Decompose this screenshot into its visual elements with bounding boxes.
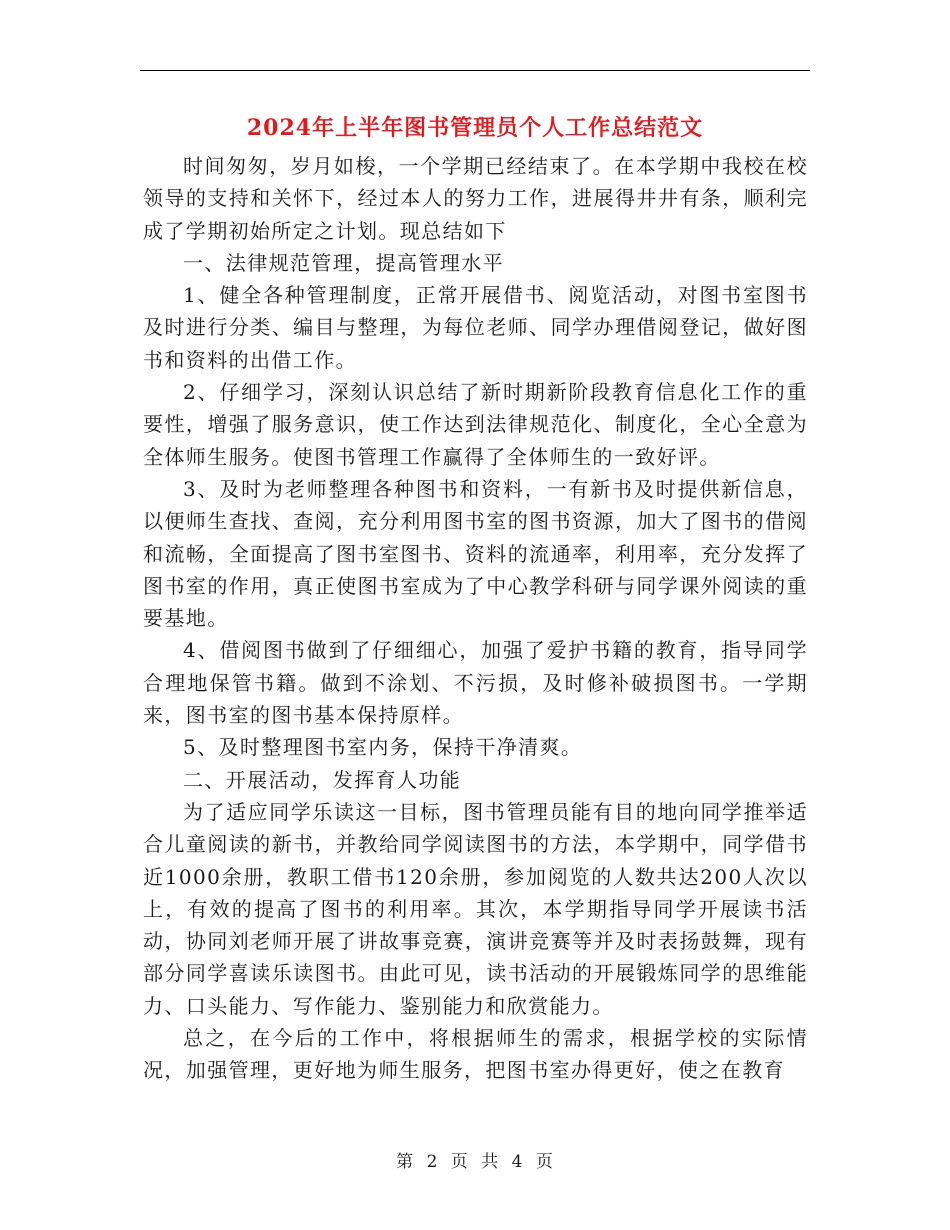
page-number: 第 2 页 共 4 页 <box>396 1152 554 1172</box>
paragraph-item-1: 1、健全各种管理制度，正常开展借书、阅览活动，对图书室图书及时进行分类、编目与整理，为每位老师、同学办理借阅登记，做好图书和资料的出借工作。 <box>143 283 808 372</box>
document-body <box>143 150 808 1087</box>
paragraph-item-2: 2、仔细学习，深刻认识总结了新时期新阶段教育信息化工作的重要性，增强了服务意识，使工作达到法律规范化、制度化，全心全意为全体师生服务。使图书管理工作赢得了全体师生的一致好评。 <box>143 380 808 469</box>
section-heading-2: 二、开展活动，发挥育人功能 <box>183 767 462 792</box>
paragraph-activities: 为了适应同学乐读这一目标，图书管理员能有目的地向同学推举适合儿童阅读的新书，并教给同学阅读图书的方法，本学期中，同学借书近1000余册，教职工借书120余册，参加阅览的人数共达200人次以上，有效的提高了图书的利用率。其次，本学期指导同学开展读书活动，协同刘老师开展了讲故事竞赛，演讲竞赛等并及时表扬鼓舞，现有部分同学喜读乐读图书。由此可见，读书活动的开展锻炼同学的思维能力、口头能力、写作能力、鉴别能力和欣赏能力。 <box>143 799 808 1018</box>
paragraph-conclusion: 总之，在今后的工作中，将根据师生的需求，根据学校的实际情况，加强管理，更好地为师生服务，把图书室办得更好，使之在教育 <box>143 1026 808 1083</box>
section-heading-1: 一、法律规范管理，提高管理水平 <box>183 250 504 275</box>
paragraph-intro: 时间匆匆，岁月如梭，一个学期已经结束了。在本学期中我校在校领导的支持和关怀下，经过本人的努力工作，进展得井井有条，顺利完成了学期初始所定之计划。现总结如下 <box>143 154 808 243</box>
paragraph-item-3: 3、及时为老师整理各种图书和资料，一有新书及时提供新信息，以便师生查找、查阅，充分利用图书室的图书资源，加大了图书的借阅和流畅，全面提高了图书室图书、资料的流通率，利用率，充分发挥了图书室的作用，真正使图书室成为了中心教学科研与同学课外阅读的重要基地。 <box>143 476 808 631</box>
paragraph-item-5: 5、及时整理图书室内务，保持干净清爽。 <box>183 735 583 760</box>
header-rule <box>140 70 810 71</box>
paragraph-item-4: 4、借阅图书做到了仔细细心，加强了爱护书籍的教育，指导同学合理地保管书籍。做到不涂划、不污损，及时修补破损图书。一学期来，图书室的图书基本保持原样。 <box>143 638 808 728</box>
document-title: 2024年上半年图书管理员个人工作总结范文 <box>246 115 704 141</box>
